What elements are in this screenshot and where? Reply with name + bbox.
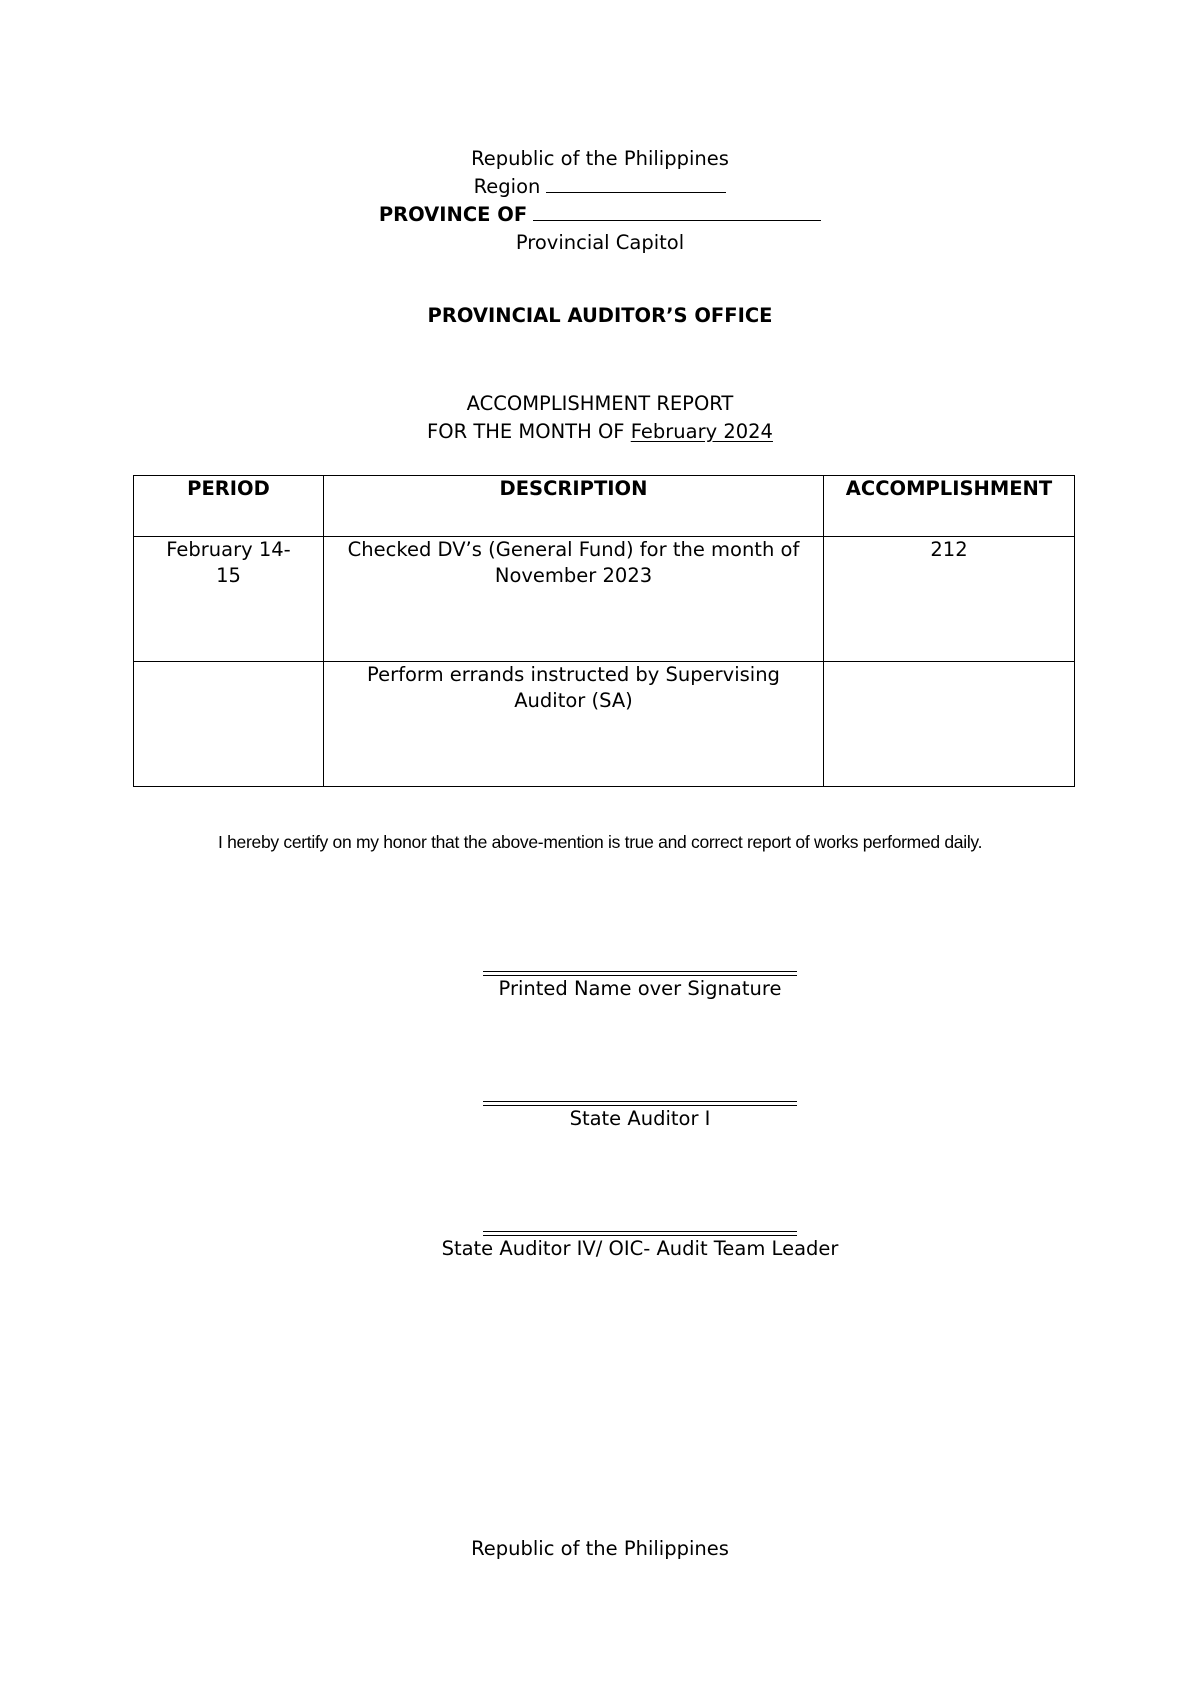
description-cell: Checked DV’s (General Fund) for the month of November 2023	[324, 537, 824, 662]
table-row	[134, 537, 1075, 662]
country-heading: Republic of the Philippines	[471, 147, 729, 170]
signature-label-team-leader: State Auditor IV/ OIC- Audit Team Leader	[441, 1237, 839, 1260]
certification-statement: I hereby certify on my honor that the above-mention is true and correct report of works performed daily.	[218, 832, 983, 852]
region-line	[0, 173, 1200, 201]
capitol-heading: Provincial Capitol	[515, 231, 685, 254]
column-header-description: DESCRIPTION	[324, 476, 824, 537]
month-prefix: FOR THE MONTH OF	[427, 420, 625, 443]
accomplishment-table	[133, 475, 1075, 787]
office-heading: PROVINCIAL AUDITOR’S OFFICE	[427, 304, 773, 327]
month-value: February 2024	[630, 420, 773, 443]
period-cell: February 14-15	[134, 537, 324, 662]
description-cell: Perform errands instructed by Supervising Auditor (SA)	[324, 662, 824, 787]
table-row	[134, 662, 1075, 787]
accomplishment-cell	[824, 662, 1075, 787]
province-blank	[533, 202, 821, 221]
region-blank	[546, 174, 726, 193]
report-title: ACCOMPLISHMENT REPORT	[466, 392, 734, 415]
province-line	[0, 201, 1200, 229]
report-month-line	[0, 418, 1200, 446]
table-header-row	[134, 476, 1075, 537]
accomplishment-cell: 212	[824, 537, 1075, 662]
column-header-accomplishment: ACCOMPLISHMENT	[824, 476, 1075, 537]
region-label: Region	[473, 175, 541, 198]
province-label: PROVINCE OF	[378, 203, 528, 226]
column-header-period: PERIOD	[134, 476, 324, 537]
footer-country: Republic of the Philippines	[471, 1537, 729, 1560]
signature-label-state-auditor: State Auditor I	[569, 1107, 711, 1130]
signature-label-printed-name: Printed Name over Signature	[498, 977, 782, 1000]
period-cell	[134, 662, 324, 787]
